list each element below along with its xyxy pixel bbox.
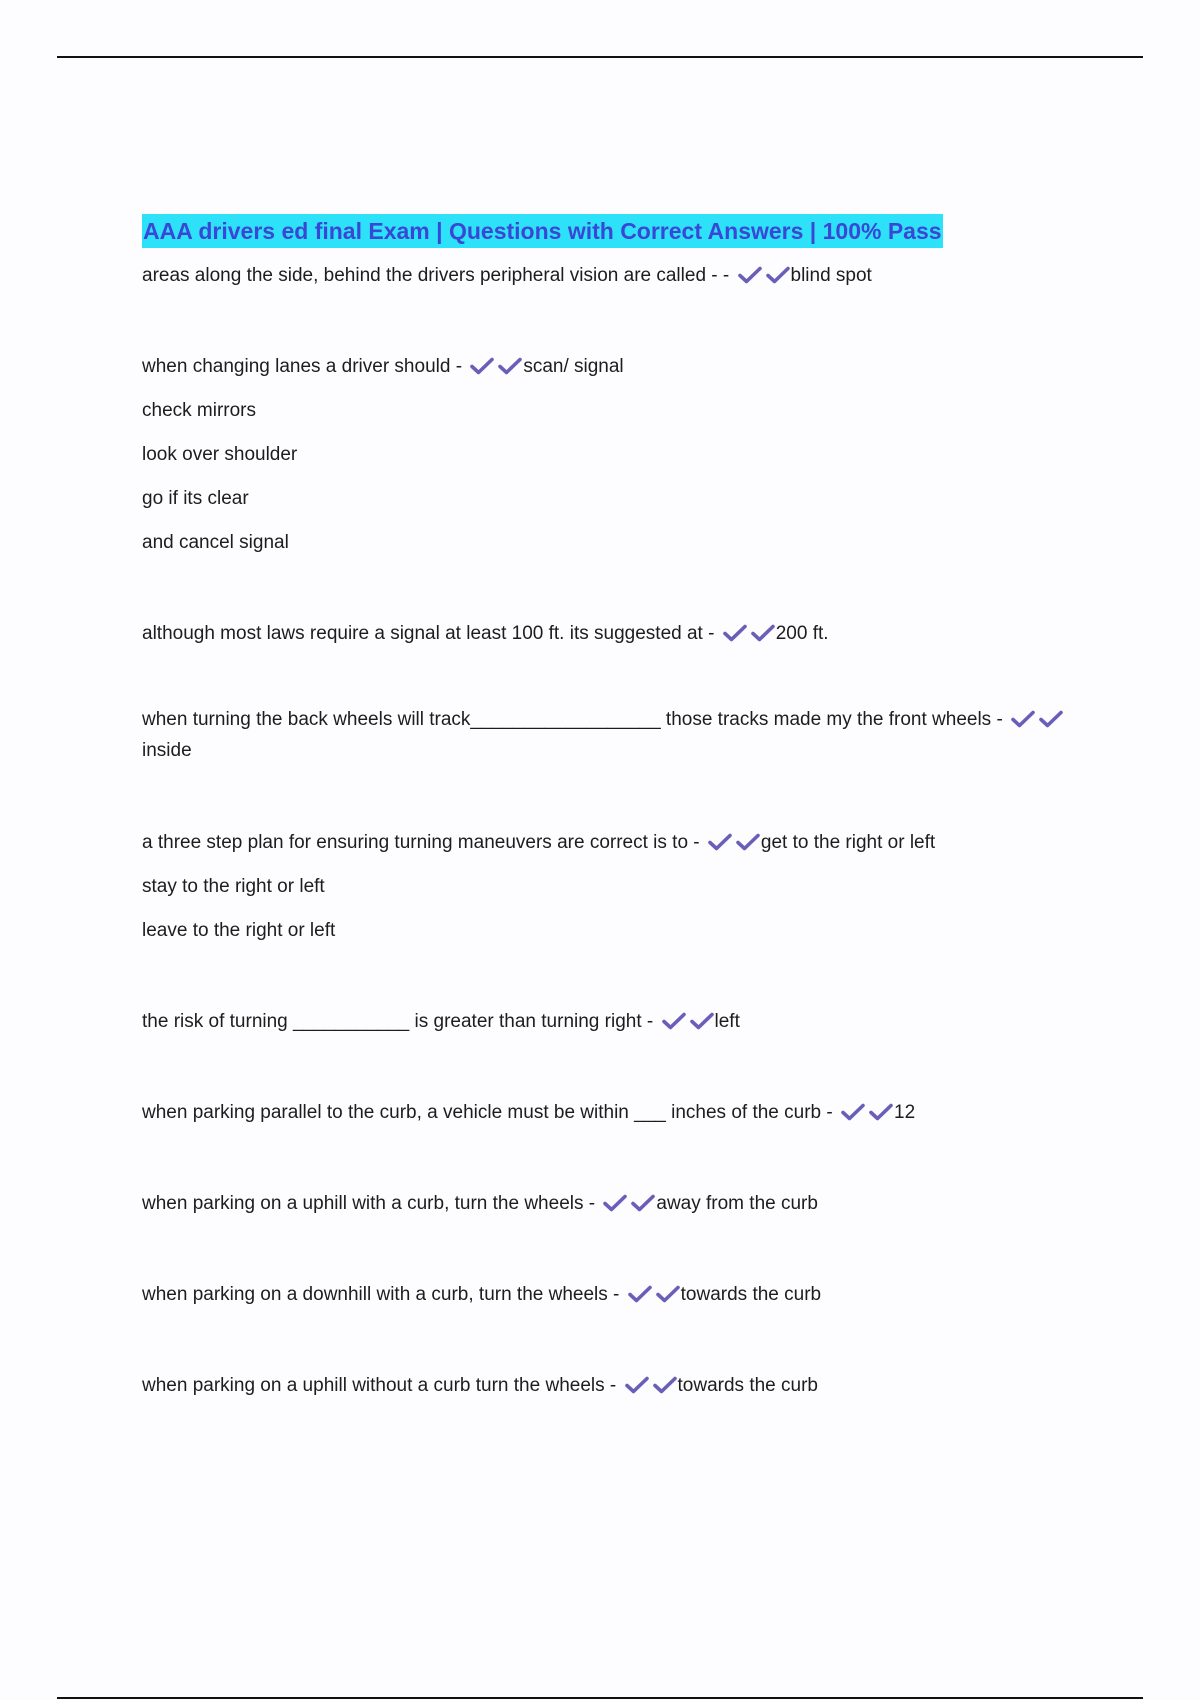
answer-text: away from the curb [656, 1193, 818, 1214]
qa-first-line [142, 1091, 1072, 1135]
answer-text: towards the curb [677, 1375, 818, 1396]
check-icon [751, 624, 775, 642]
check-icon [841, 1103, 865, 1121]
qa-first-line [142, 821, 1072, 865]
qa-first-line [142, 1364, 1072, 1408]
check-icon [1039, 710, 1063, 728]
qa-item [142, 1182, 1072, 1226]
answer-line: go if its clear [142, 488, 249, 509]
answer-text: 12 [894, 1102, 916, 1123]
question-text: a three step plan for ensuring turning maneuvers are correct is to - [142, 832, 700, 853]
bottom-rule [57, 1697, 1143, 1699]
answer-line: stay to the right or left [142, 876, 325, 897]
question-text: areas along the side, behind the drivers peripheral vision are called - - [142, 265, 730, 286]
answer-text: towards the curb [680, 1284, 822, 1305]
question-text: when parking on a downhill with a curb, turn the wheels - [142, 1284, 620, 1305]
answer-text: left [714, 1011, 740, 1032]
qa-item [142, 1273, 1072, 1317]
question-text: when turning the back wheels will track__________________ those tracks made my the front wheels - [142, 709, 1003, 730]
answer-line: look over shoulder [142, 444, 298, 465]
check-icon [723, 624, 747, 642]
check-icon [662, 1012, 686, 1030]
question-text: although most laws require a signal at least 100 ft. its suggested at - [142, 623, 715, 644]
check-icon [656, 1285, 680, 1303]
check-icon [690, 1012, 714, 1030]
question-text: when parking on a uphill without a curb turn the wheels - [142, 1375, 617, 1396]
document-title: AAA drivers ed final Exam | Questions with Correct Answers | 100% Pass [142, 214, 943, 248]
check-icon [738, 266, 762, 284]
answer-text: get to the right or left [760, 832, 936, 853]
check-icon [470, 357, 494, 375]
qa-first-line [142, 697, 1072, 772]
answer-text: scan/ signal [523, 356, 624, 377]
check-icon [628, 1285, 652, 1303]
qa-item [142, 1364, 1072, 1408]
answer-text: inside [142, 740, 192, 761]
check-icon [1011, 710, 1035, 728]
top-rule [57, 56, 1143, 58]
check-icon [631, 1194, 655, 1212]
check-icon [498, 357, 522, 375]
check-icon [708, 833, 732, 851]
qa-first-line [142, 254, 1072, 298]
qa-item [142, 612, 1072, 656]
qa-item [142, 254, 1072, 298]
qa-item [142, 1000, 1072, 1044]
qa-item [142, 345, 1072, 565]
qa-first-line [142, 612, 1072, 656]
qa-item [142, 821, 1072, 953]
check-icon [766, 266, 790, 284]
question-text: when parking parallel to the curb, a vehicle must be within ___ inches of the curb - [142, 1102, 833, 1123]
check-icon [603, 1194, 627, 1212]
answer-text: 200 ft. [775, 623, 829, 644]
question-text: the risk of turning ___________ is greater than turning right - [142, 1011, 654, 1032]
qa-first-line [142, 1182, 1072, 1226]
qa-first-line [142, 345, 1072, 389]
check-icon [653, 1376, 677, 1394]
question-text: when changing lanes a driver should - [142, 356, 463, 377]
document-body [142, 214, 1072, 1408]
check-icon [736, 833, 760, 851]
answer-text: blind spot [790, 265, 872, 286]
answer-line: and cancel signal [142, 532, 289, 553]
question-text: when parking on a uphill with a curb, turn the wheels - [142, 1193, 596, 1214]
check-icon [625, 1376, 649, 1394]
answer-line: check mirrors [142, 400, 257, 421]
qa-first-line [142, 1000, 1072, 1044]
qa-first-line [142, 1273, 1072, 1317]
qa-item [142, 697, 1072, 772]
answer-line: leave to the right or left [142, 920, 336, 941]
check-icon [869, 1103, 893, 1121]
qa-item [142, 1091, 1072, 1135]
